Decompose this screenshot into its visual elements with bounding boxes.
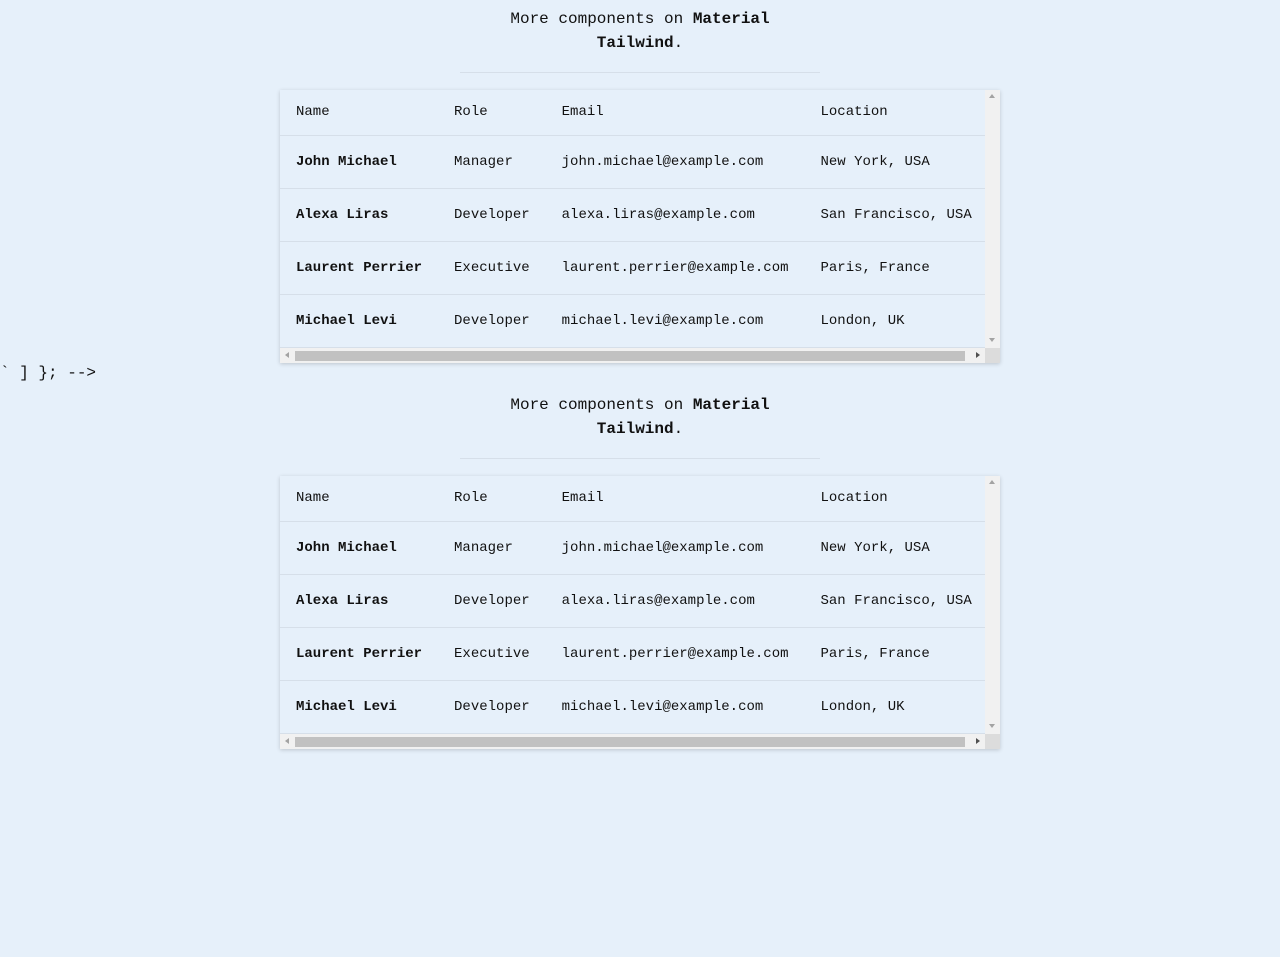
table-viewport: [280, 476, 985, 734]
vertical-scrollbar[interactable]: [985, 90, 1000, 348]
header-email: Email: [546, 476, 805, 521]
scroll-down-arrow-icon[interactable]: [989, 724, 995, 728]
divider: [460, 458, 820, 459]
cell-email: laurent.perrier@example.com: [546, 241, 805, 294]
table-header-row: [280, 90, 985, 135]
cell-name: Laurent Perrier: [280, 627, 438, 680]
scroll-left-arrow-icon[interactable]: [285, 738, 289, 744]
scroll-left-arrow-icon[interactable]: [285, 352, 289, 358]
cell-location: London, UK: [805, 680, 986, 733]
header-location: Location: [805, 476, 986, 521]
divider: [460, 72, 820, 73]
header-role: Role: [438, 90, 546, 135]
credit-text: More components on Material Tailwind.: [510, 396, 770, 438]
cell-role: Executive: [438, 241, 546, 294]
cell-email: alexa.liras@example.com: [546, 574, 805, 627]
cell-email: michael.levi@example.com: [546, 680, 805, 733]
cell-name: Alexa Liras: [280, 188, 438, 241]
cell-location: Paris, France: [805, 627, 986, 680]
cell-role: Executive: [438, 627, 546, 680]
material-tailwind-link[interactable]: Material Tailwind: [596, 10, 770, 52]
scroll-up-arrow-icon[interactable]: [989, 480, 995, 484]
scroll-right-arrow-icon[interactable]: [976, 738, 980, 744]
scrollbar-corner: [985, 734, 1000, 749]
table-row: [280, 680, 985, 733]
cell-name: Laurent Perrier: [280, 241, 438, 294]
header-name: Name: [280, 90, 438, 135]
cell-name: Michael Levi: [280, 680, 438, 733]
credit-section-1: [0, 7, 1280, 73]
cell-role: Developer: [438, 294, 546, 347]
scroll-down-arrow-icon[interactable]: [989, 338, 995, 342]
table-row: [280, 188, 985, 241]
users-table: [280, 90, 985, 348]
table-row: [280, 135, 985, 188]
cell-email: alexa.liras@example.com: [546, 188, 805, 241]
material-tailwind-link[interactable]: Material Tailwind: [596, 396, 770, 438]
horizontal-scrollbar[interactable]: [280, 348, 985, 363]
scroll-up-arrow-icon[interactable]: [989, 94, 995, 98]
table-row: [280, 574, 985, 627]
cell-name: Michael Levi: [280, 294, 438, 347]
cell-role: Manager: [438, 521, 546, 574]
cell-location: New York, USA: [805, 521, 986, 574]
stray-text: ` ] }; -->: [0, 364, 97, 382]
scrollbar-corner: [985, 348, 1000, 363]
cell-email: john.michael@example.com: [546, 135, 805, 188]
users-table: [280, 476, 985, 734]
table-row: [280, 294, 985, 347]
table-row: [280, 241, 985, 294]
table-viewport: [280, 90, 985, 348]
cell-email: laurent.perrier@example.com: [546, 627, 805, 680]
cell-role: Manager: [438, 135, 546, 188]
table-row: [280, 627, 985, 680]
header-email: Email: [546, 90, 805, 135]
cell-role: Developer: [438, 574, 546, 627]
credit-text: More components on Material Tailwind.: [510, 10, 770, 52]
cell-email: john.michael@example.com: [546, 521, 805, 574]
horizontal-scroll-thumb[interactable]: [295, 351, 965, 361]
vertical-scrollbar[interactable]: [985, 476, 1000, 734]
users-table-card-1: [280, 90, 1000, 363]
users-table-card-2: [280, 476, 1000, 749]
cell-location: San Francisco, USA: [805, 574, 986, 627]
header-name: Name: [280, 476, 438, 521]
cell-email: michael.levi@example.com: [546, 294, 805, 347]
credit-section-2: [0, 393, 1280, 459]
cell-location: New York, USA: [805, 135, 986, 188]
horizontal-scroll-thumb[interactable]: [295, 737, 965, 747]
header-role: Role: [438, 476, 546, 521]
horizontal-scrollbar[interactable]: [280, 734, 985, 749]
cell-name: Alexa Liras: [280, 574, 438, 627]
scroll-right-arrow-icon[interactable]: [976, 352, 980, 358]
header-location: Location: [805, 90, 986, 135]
table-header-row: [280, 476, 985, 521]
cell-location: Paris, France: [805, 241, 986, 294]
cell-name: John Michael: [280, 135, 438, 188]
cell-name: John Michael: [280, 521, 438, 574]
cell-role: Developer: [438, 680, 546, 733]
cell-location: San Francisco, USA: [805, 188, 986, 241]
cell-role: Developer: [438, 188, 546, 241]
table-row: [280, 521, 985, 574]
cell-location: London, UK: [805, 294, 986, 347]
